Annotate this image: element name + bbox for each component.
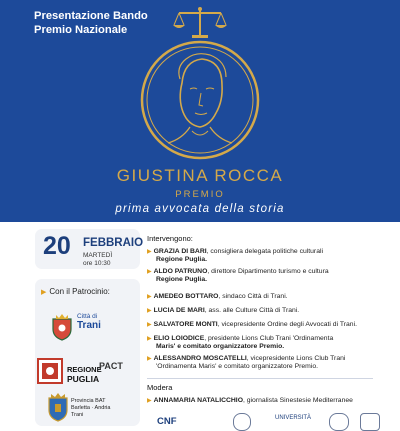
bat-logo-line2: Barletta · Andria [71,405,111,411]
speaker-role-line2: Regione Puglia. [156,276,207,284]
speaker-item [147,321,377,329]
bat-logo-line1: Provincia BAT [71,398,106,404]
speaker-role: , presidente Lions Club Trani 'Ordinamenta [204,335,334,342]
scales-of-justice-icon [172,6,228,40]
partner-emblem-icon [360,413,380,431]
speaker-role: , ass. alle Culture Città di Trani. [204,307,300,314]
regione-logo-line2: PUGLIA [67,374,100,384]
event-day: 20 [43,232,71,260]
speaker-name: SALVATORE MONTI [153,321,218,328]
trani-logo-name: Trani [77,320,101,331]
speaker-role-line2: Maris' e comitato organizzatore Premio. [156,343,285,351]
event-weekday: MARTEDÌ [83,252,113,259]
speaker-name: ALDO PATRUNO [153,268,208,275]
arrow-icon: ▶ [147,356,152,362]
event-title [34,9,154,37]
speaker-role: , vicepresidente Ordine degli Avvocati di Trani. [217,321,357,328]
patronage-heading [41,287,110,296]
speaker-role: , direttore Dipartimento turismo e cultura [207,268,329,275]
event-title-line1: Presentazione Bando [34,10,148,22]
section-divider [147,378,373,379]
event-title-line2: Premio Nazionale [34,24,128,36]
patronage-panel [35,279,140,426]
arrow-icon: ▶ [147,398,152,404]
provincia-bat-crest-icon [47,392,69,422]
patronage-heading-text: Con il Patrocinio: [49,287,110,296]
pact-logo-text: PACT [99,361,123,371]
speaker-item [147,248,377,264]
cnf-logo: CNF [157,416,177,427]
speaker-name: ALESSANDRO MOSCATELLI [153,355,247,362]
speaker-name: ELIO LOIODICE [153,335,205,342]
speaker-role-line2: Regione Puglia. [156,256,207,264]
speaker-item [147,293,377,301]
speaker-item [147,335,377,351]
arrow-icon: ▶ [147,249,152,255]
regione-puglia-icon [35,355,65,387]
moderator-name: ANNAMARIA NATALICCHIO [153,397,243,404]
speaker-name: AMEDEO BOTTARO [153,293,219,300]
portrait-medallion [130,39,270,161]
moderator-item [147,397,377,405]
bat-logo-line3: Trani [71,412,84,418]
partner-emblem-icon [233,413,251,431]
arrow-icon: ▶ [147,308,152,314]
arrow-icon: ▶ [41,289,47,296]
speakers-heading: Intervengono: [147,234,193,243]
event-time: ore 10:30 [83,260,111,267]
speaker-item [147,355,377,371]
speaker-name: GRAZIA DI BARI [153,248,207,255]
university-logo: UNIVERSITÀ [275,415,312,421]
award-name: GIUSTINA ROCCA [116,166,284,185]
event-month: FEBBRAIO [83,237,144,249]
speaker-role: , consigliera delegata politiche culturali [206,248,323,255]
award-subtitle: prima avvocata della storia [115,203,285,215]
arrow-icon: ▶ [147,269,152,275]
award-label: PREMIO [175,189,225,200]
speaker-role-line2: 'Ordinamenta Maris' e comitato organizzatore Premio. [156,363,319,371]
event-date-box [35,229,144,269]
arrow-icon: ▶ [147,336,152,342]
speaker-item [147,268,377,284]
speaker-role: , sindaco Città di Trani. [218,293,288,300]
moderator-role: , giornalista Sinestesie Mediterranee [242,397,353,404]
speaker-item [147,307,377,315]
arrow-icon: ▶ [147,322,152,328]
pact-logo [99,361,123,371]
speaker-name: LUCIA DE MARI [153,307,205,314]
speaker-role: , vicepresidente Lions Club Trani [246,355,346,362]
partner-emblem-icon [329,413,349,431]
moderator-heading: Modera [147,383,173,392]
regione-logo-line1: REGIONE [67,365,102,374]
trani-crest-icon [51,313,73,341]
trani-logo-small: Città di [77,313,98,320]
arrow-icon: ▶ [147,294,152,300]
